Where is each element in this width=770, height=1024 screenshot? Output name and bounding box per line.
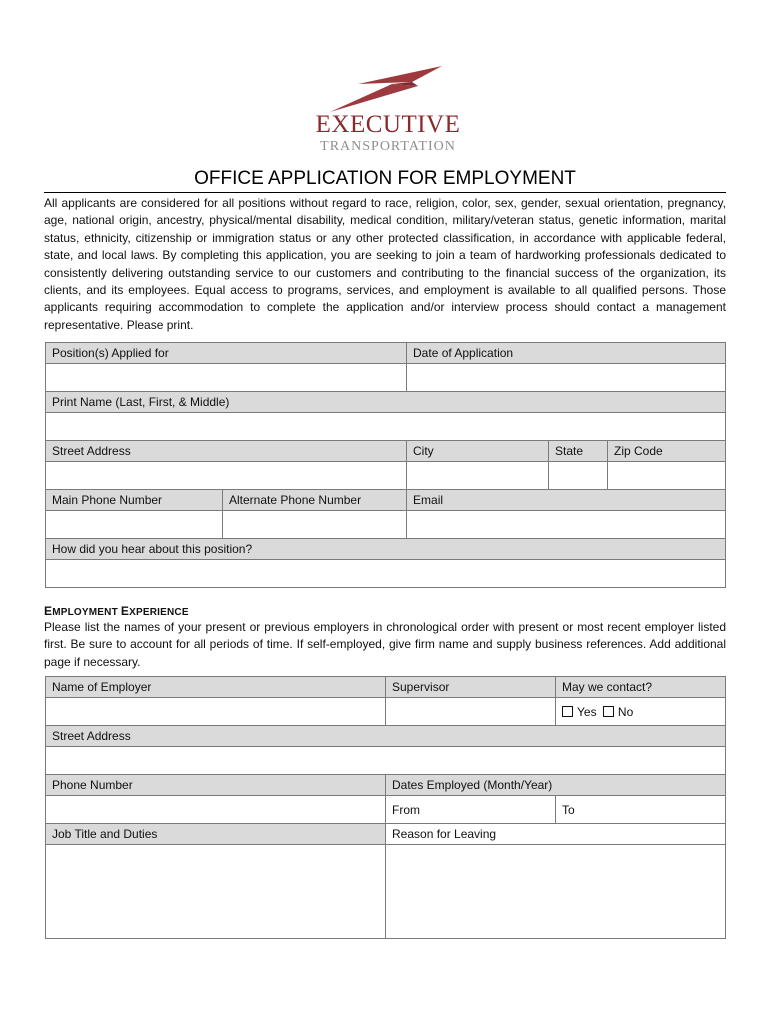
position-field[interactable]	[46, 364, 407, 392]
company-logo	[300, 62, 470, 162]
city-field[interactable]	[407, 462, 549, 490]
lightning-swoosh-icon	[300, 62, 470, 114]
hear-about-field[interactable]	[46, 560, 726, 588]
contact-no-label: No	[617, 704, 634, 719]
alt-phone-label: Alternate Phone Number	[223, 490, 407, 511]
supervisor-label: Supervisor	[386, 677, 556, 698]
applicant-info-table	[45, 342, 726, 588]
street-field[interactable]	[46, 462, 407, 490]
supervisor-field[interactable]	[386, 698, 556, 726]
employer-phone-field[interactable]	[46, 796, 386, 824]
position-label: Position(s) Applied for	[46, 343, 407, 364]
employer-street-label: Street Address	[46, 726, 726, 747]
alt-phone-field[interactable]	[223, 511, 407, 539]
name-field[interactable]	[46, 413, 726, 441]
email-label: Email	[407, 490, 726, 511]
name-label: Print Name (Last, First, & Middle)	[46, 392, 726, 413]
logo-subtitle: TRANSPORTATION	[320, 139, 456, 154]
employment-instructions: Please list the names of your present or previous employers in chronological order with present or most recent employer listed first. Be sure to account for all periods of time. If self-employed, give firm name and supply business references. Add additional page if necessary.	[44, 620, 726, 669]
to-field[interactable]: To	[556, 796, 726, 824]
state-field[interactable]	[549, 462, 608, 490]
job-title-label: Job Title and Duties	[46, 824, 386, 845]
date-field[interactable]	[407, 364, 726, 392]
zip-field[interactable]	[608, 462, 726, 490]
employment-section-title: EMPLOYMENT EXPERIENCE	[44, 604, 189, 618]
logo-name: EXECUTIVE	[315, 111, 461, 138]
email-field[interactable]	[407, 511, 726, 539]
date-label: Date of Application	[407, 343, 726, 364]
employer-label: Name of Employer	[46, 677, 386, 698]
contact-label: May we contact?	[556, 677, 726, 698]
main-phone-label: Main Phone Number	[46, 490, 223, 511]
reason-leaving-label: Reason for Leaving	[386, 824, 726, 845]
zip-label: Zip Code	[608, 441, 726, 462]
contact-yes-checkbox[interactable]	[562, 706, 573, 717]
employer-street-field[interactable]	[46, 747, 726, 775]
job-title-field[interactable]	[46, 845, 386, 939]
state-label: State	[549, 441, 608, 462]
employer-table	[45, 676, 726, 939]
main-phone-field[interactable]	[46, 511, 223, 539]
form-title: OFFICE APPLICATION FOR EMPLOYMENT	[44, 167, 726, 193]
street-label: Street Address	[46, 441, 407, 462]
from-field[interactable]: From	[386, 796, 556, 824]
dates-employed-label: Dates Employed (Month/Year)	[386, 775, 726, 796]
reason-leaving-field[interactable]	[386, 845, 726, 939]
employer-phone-label: Phone Number	[46, 775, 386, 796]
hear-about-label: How did you hear about this position?	[46, 539, 726, 560]
contact-options	[556, 698, 726, 726]
employer-field[interactable]	[46, 698, 386, 726]
eeo-statement: All applicants are considered for all positions without regard to race, religion, color, sex, gender, sexual orientation, pregnancy, age, national origin, ancestry, physical/mental disability, medical condition, military/veteran status, genetic information, marital status, ethnicity, citizenship or immigration status or any other protected classification, in accordance with applicable federal, state, and local laws. By completing this application, you are seeking to join a team of hardworking professionals dedicated to consistently delivering outstanding service to our customers and contributing to the financial success of the organization, its clients, and its employees. Equal access to programs, services, and employment is available to all qualified persons. Those applicants requiring accommodation to complete the application and/or interview process should contact a management representative. Please print.	[44, 196, 726, 332]
contact-no-checkbox[interactable]	[603, 706, 614, 717]
contact-yes-label: Yes	[577, 704, 597, 719]
city-label: City	[407, 441, 549, 462]
